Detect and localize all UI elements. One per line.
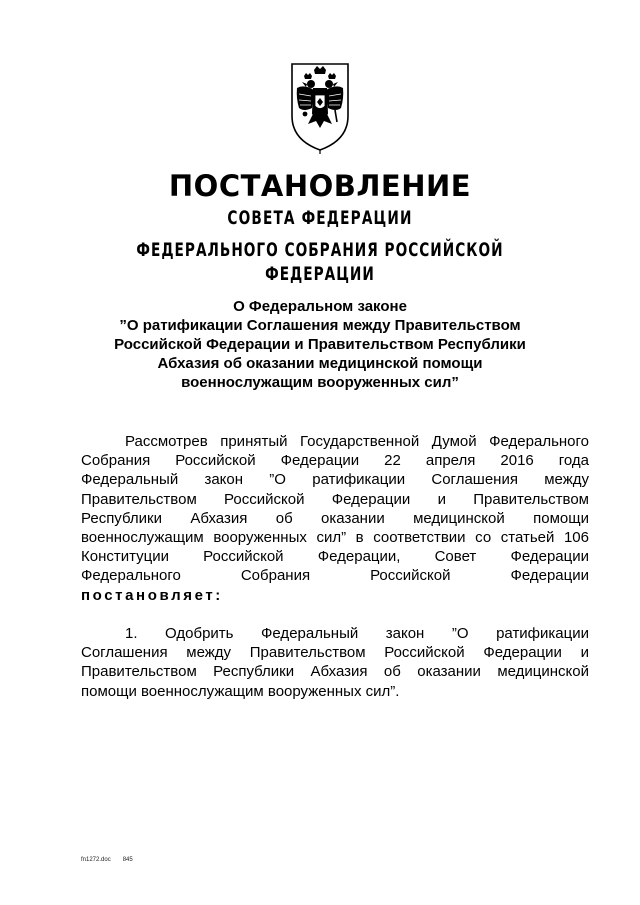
subject-line: О Федеральном законе — [233, 298, 407, 315]
decree-word: постановляет: — [81, 586, 223, 604]
issuer-line-2: ФЕДЕРАЛЬНОГО СОБРАНИЯ РОССИЙСКОЙ ФЕДЕРАЦИИ — [136, 239, 504, 285]
text-line: Федерального Собрания Российской Федерации — [81, 567, 589, 585]
issuer-line-1: СОВЕТА ФЕДЕРАЦИИ — [227, 207, 413, 229]
text-line: военнослужащим вооруженных сил” в соответствии со статьей 106 — [81, 528, 589, 546]
text-line: помощи военнослужащим вооруженных сил”. — [81, 682, 400, 700]
text-line: 1. Одобрить Федеральный закон ”О ратификации — [125, 625, 589, 642]
subject-line: Российской Федерации и Правительством Республики — [114, 336, 526, 353]
coat-of-arms-icon — [284, 58, 356, 154]
paragraph-article-1 — [81, 624, 589, 701]
paragraph-preamble — [81, 432, 589, 605]
text-line: Правительством Республики Абхазия об оказании медицинской — [81, 663, 589, 681]
document-subject — [60, 297, 580, 392]
footer-number: 845 — [122, 857, 133, 863]
footer-file-name: fn1272.doc — [81, 857, 111, 863]
text-line: Правительством Российской Федерации и Правительством — [81, 490, 589, 508]
subject-line: военнослужащим вооруженных сил” — [181, 374, 459, 391]
text-line: Соглашения между Правительством Российской Федерации и — [81, 644, 589, 662]
subject-line: ”О ратификации Соглашения между Правительством — [119, 317, 521, 334]
document-title: ПОСТАНОВЛЕНИЕ — [168, 169, 472, 203]
text-line: Собрания Российской Федерации 22 апреля 2016 года — [81, 452, 589, 470]
subject-line: Абхазия об оказании медицинской помощи — [157, 355, 483, 372]
footer-file-code — [81, 857, 145, 863]
text-line: Республики Абхазия об оказании медицинской помощи — [81, 509, 589, 527]
text-line: Федеральный закон ”О ратификации Соглашения между — [81, 471, 589, 489]
text-line: Конституции Российской Федерации, Совет Федерации — [81, 548, 589, 566]
text-line: Рассмотрев принятый Государственной Думой Федерального — [125, 433, 589, 450]
